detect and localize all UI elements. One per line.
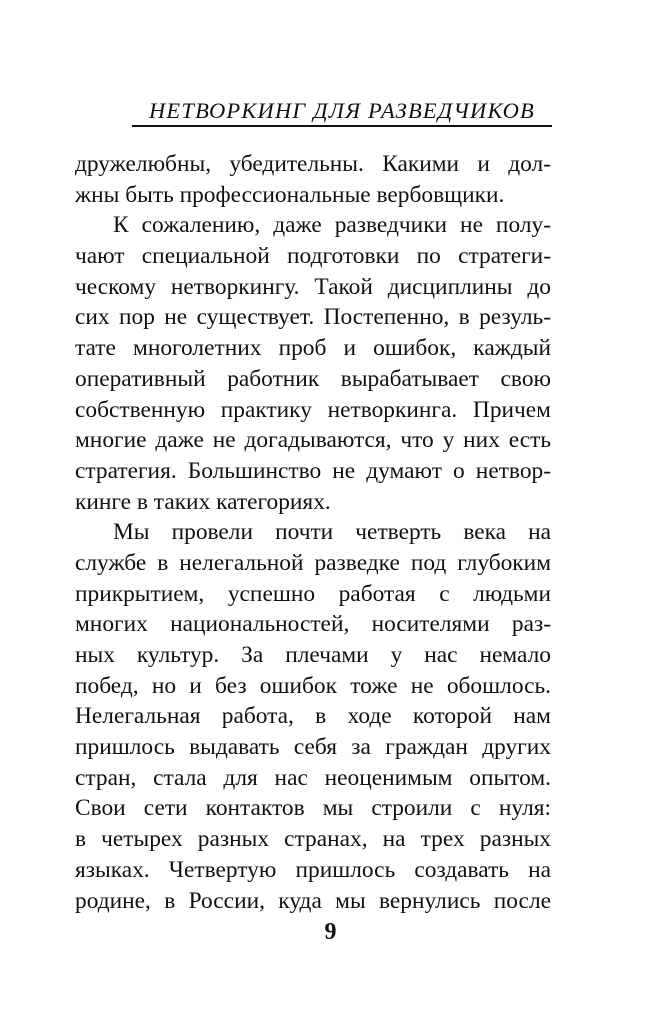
text-line: многих национальностей, носителями раз- (75, 611, 551, 638)
text-line: родине, в России, куда мы вернулись после (75, 887, 551, 914)
text-line: оперативный работник вырабатывает свою (75, 365, 551, 392)
text-line: многие даже не догадываются, что у них есть (75, 427, 551, 454)
text-line: чают специальной подготовки по стратеги- (75, 243, 551, 270)
text-line: собственную практику нетворкинга. Причем (75, 396, 551, 423)
text-body (75, 149, 551, 916)
text-line: стран, стала для нас неоценимым опытом. (75, 764, 551, 791)
text-line: ческому нетворкингу. Такой дисциплины до (75, 273, 551, 300)
text-line: ных культур. За плечами у нас немало (75, 642, 551, 668)
header-rule (132, 125, 552, 127)
text-line: службе в нелегальной разведке под глубоким (75, 549, 551, 576)
text-line: сих пор не существует. Постепенно, в резуль- (75, 304, 551, 331)
text-line: в четырех разных странах, на трех разных (75, 826, 551, 853)
text-line: кинге в таких категориях. (75, 488, 331, 515)
text-line: побед, но и без ошибок тоже не обошлось. (75, 672, 551, 699)
paragraph (75, 517, 551, 916)
text-line: Нелегальная работа, в ходе которой нам (75, 703, 551, 730)
text-line: дружелюбны, убедительны. Какими и дол- (75, 151, 551, 177)
paragraph (75, 210, 551, 517)
text-line: языках. Четвертую пришлось создавать на (75, 856, 551, 883)
text-line: жны быть профессиональные вербовщики. (75, 181, 505, 208)
text-line: Мы провели почти четверть века на (113, 519, 551, 546)
text-line: прикрытием, успешно работая с людьми (75, 580, 551, 607)
paragraph (75, 149, 551, 210)
text-line: тате многолетних проб и ошибок, каждый (75, 335, 551, 362)
text-line: пришлось выдавать себя за граждан других (75, 734, 551, 761)
text-line: Свои сети контактов мы строили с нуля: (75, 795, 551, 822)
text-line: стратегия. Большинство не думают о нетвор- (75, 457, 551, 484)
text-line: К сожалению, даже разведчики не полу- (113, 212, 551, 239)
running-header: НЕТВОРКИНГ ДЛЯ РАЗВЕДЧИКОВ (148, 98, 535, 123)
page-number: 9 (324, 919, 337, 945)
